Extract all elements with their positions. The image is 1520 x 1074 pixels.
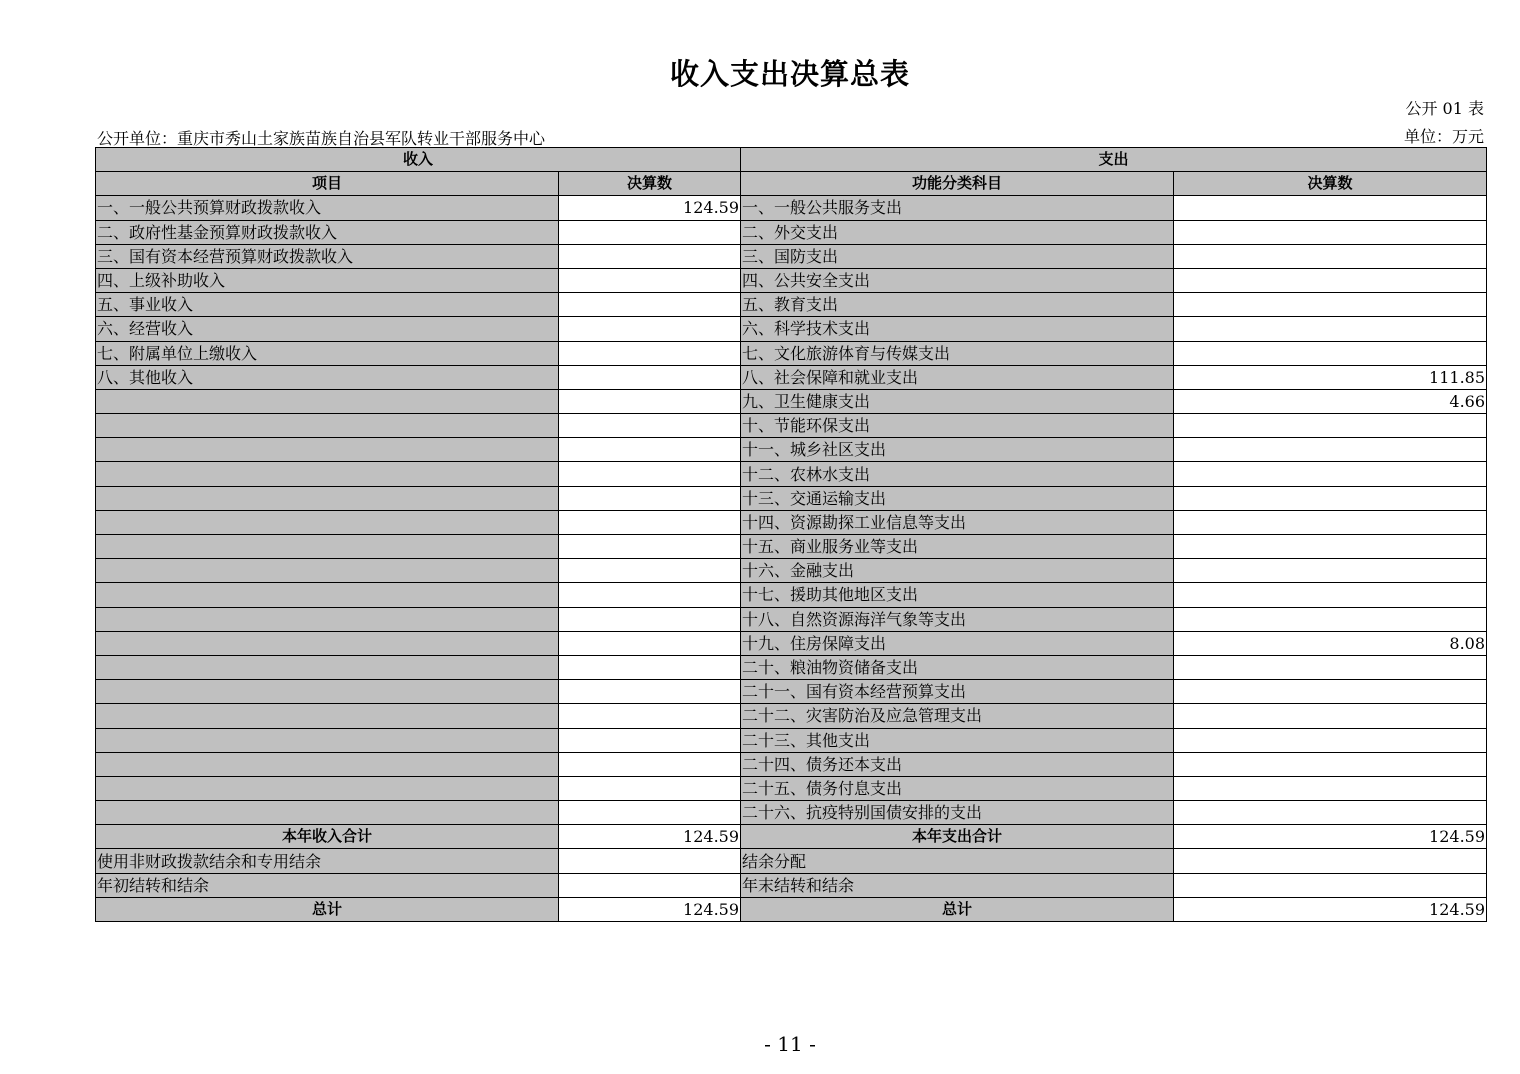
income-amount-cell xyxy=(559,680,741,704)
expense-item-cell: 三、国防支出 xyxy=(741,244,1174,268)
year-expense-total-amount: 124.59 xyxy=(1174,825,1487,849)
expense-amount-cell xyxy=(1174,196,1487,220)
expense-amount-cell xyxy=(1174,268,1487,292)
income-item-cell: 二、政府性基金预算财政拨款收入 xyxy=(96,220,559,244)
income-item-cell xyxy=(96,438,559,462)
expense-amount-cell xyxy=(1174,776,1487,800)
income-item-cell xyxy=(96,776,559,800)
item-column-header: 项目 xyxy=(96,172,559,196)
income-amount-cell xyxy=(559,728,741,752)
function-category-column-header: 功能分类科目 xyxy=(741,172,1174,196)
income-item-cell xyxy=(96,559,559,583)
income-item-cell xyxy=(96,486,559,510)
expense-amount-cell xyxy=(1174,535,1487,559)
income-amount-cell xyxy=(559,389,741,413)
expense-item-cell: 二十六、抗疫特别国债安排的支出 xyxy=(741,801,1174,825)
income-item-cell: 四、上级补助收入 xyxy=(96,268,559,292)
expense-amount-cell xyxy=(1174,752,1487,776)
table-row xyxy=(96,389,1487,413)
table-row xyxy=(96,414,1487,438)
expense-amount-cell xyxy=(1174,583,1487,607)
expense-item-cell: 结余分配 xyxy=(741,849,1174,873)
expense-item-cell: 八、社会保障和就业支出 xyxy=(741,365,1174,389)
expense-amount-cell: 111.85 xyxy=(1174,365,1487,389)
table-row xyxy=(96,559,1487,583)
expense-item-cell: 四、公共安全支出 xyxy=(741,268,1174,292)
income-amount-cell xyxy=(559,801,741,825)
income-item-cell xyxy=(96,631,559,655)
income-item-cell xyxy=(96,680,559,704)
expense-amount-cell xyxy=(1174,704,1487,728)
column-header-row xyxy=(96,172,1487,196)
income-amount-column-header: 决算数 xyxy=(559,172,741,196)
income-item-cell xyxy=(96,704,559,728)
income-item-cell: 八、其他收入 xyxy=(96,365,559,389)
income-amount-cell xyxy=(559,244,741,268)
year-expense-total-label: 本年支出合计 xyxy=(741,825,1174,849)
table-row xyxy=(96,438,1487,462)
grand-expense-total-label: 总计 xyxy=(741,897,1174,921)
income-item-cell xyxy=(96,389,559,413)
income-item-cell xyxy=(96,510,559,534)
income-amount-cell xyxy=(559,293,741,317)
income-amount-cell xyxy=(559,462,741,486)
expense-item-cell: 二十、粮油物资储备支出 xyxy=(741,655,1174,679)
table-row xyxy=(96,752,1487,776)
income-amount-cell xyxy=(559,655,741,679)
income-item-cell: 使用非财政拨款结余和专用结余 xyxy=(96,849,559,873)
expense-item-cell: 五、教育支出 xyxy=(741,293,1174,317)
expense-amount-column-header: 决算数 xyxy=(1174,172,1487,196)
income-item-cell: 六、经营收入 xyxy=(96,317,559,341)
table-row xyxy=(96,631,1487,655)
expense-item-cell: 十三、交通运输支出 xyxy=(741,486,1174,510)
expense-amount-cell xyxy=(1174,559,1487,583)
income-amount-cell xyxy=(559,268,741,292)
expense-item-cell: 二十一、国有资本经营预算支出 xyxy=(741,680,1174,704)
expense-item-cell: 十四、资源勘探工业信息等支出 xyxy=(741,510,1174,534)
income-amount-cell xyxy=(559,438,741,462)
expense-item-cell: 二、外交支出 xyxy=(741,220,1174,244)
expense-section-header: 支出 xyxy=(741,148,1487,172)
expense-amount-cell xyxy=(1174,462,1487,486)
income-item-cell xyxy=(96,728,559,752)
income-amount-cell xyxy=(559,752,741,776)
expense-amount-cell xyxy=(1174,244,1487,268)
table-row xyxy=(96,728,1487,752)
income-section-header: 收入 xyxy=(96,148,741,172)
income-item-cell xyxy=(96,535,559,559)
balance-row xyxy=(96,873,1487,897)
year-total-row xyxy=(96,825,1487,849)
table-row xyxy=(96,341,1487,365)
table-row xyxy=(96,196,1487,220)
income-amount-cell xyxy=(559,631,741,655)
table-row xyxy=(96,220,1487,244)
expense-item-cell: 二十三、其他支出 xyxy=(741,728,1174,752)
income-item-cell xyxy=(96,414,559,438)
income-amount-cell xyxy=(559,341,741,365)
expense-amount-cell xyxy=(1174,486,1487,510)
expense-amount-cell xyxy=(1174,873,1487,897)
expense-amount-cell xyxy=(1174,801,1487,825)
expense-item-cell: 一、一般公共服务支出 xyxy=(741,196,1174,220)
publishing-unit: 公开单位：重庆市秀山土家族苗族自治县军队转业干部服务中心 xyxy=(97,129,546,148)
expense-item-cell: 七、文化旅游体育与传媒支出 xyxy=(741,341,1174,365)
grand-expense-total-amount: 124.59 xyxy=(1174,897,1487,921)
table-row xyxy=(96,510,1487,534)
income-amount-cell xyxy=(559,414,741,438)
table-row xyxy=(96,462,1487,486)
expense-item-cell: 十五、商业服务业等支出 xyxy=(741,535,1174,559)
expense-amount-cell xyxy=(1174,293,1487,317)
income-amount-cell xyxy=(559,583,741,607)
expense-amount-cell xyxy=(1174,655,1487,679)
expense-amount-cell: 8.08 xyxy=(1174,631,1487,655)
expense-item-cell: 十二、农林水支出 xyxy=(741,462,1174,486)
income-amount-cell xyxy=(559,317,741,341)
income-expense-table xyxy=(95,147,1487,922)
table-row xyxy=(96,268,1487,292)
table-row xyxy=(96,776,1487,800)
income-item-cell xyxy=(96,655,559,679)
expense-amount-cell xyxy=(1174,510,1487,534)
income-item-cell: 年初结转和结余 xyxy=(96,873,559,897)
expense-amount-cell xyxy=(1174,849,1487,873)
income-amount-cell xyxy=(559,365,741,389)
table-row xyxy=(96,680,1487,704)
income-amount-cell xyxy=(559,510,741,534)
income-item-cell xyxy=(96,583,559,607)
income-item-cell xyxy=(96,752,559,776)
table-row xyxy=(96,704,1487,728)
income-item-cell: 五、事业收入 xyxy=(96,293,559,317)
expense-amount-cell xyxy=(1174,414,1487,438)
unit-label: 单位：万元 xyxy=(1403,127,1484,146)
table-row xyxy=(96,607,1487,631)
income-item-cell xyxy=(96,607,559,631)
income-amount-cell xyxy=(559,559,741,583)
expense-item-cell: 十七、援助其他地区支出 xyxy=(741,583,1174,607)
table-row xyxy=(96,365,1487,389)
table-row xyxy=(96,244,1487,268)
income-amount-cell xyxy=(559,873,741,897)
balance-row xyxy=(96,849,1487,873)
expense-amount-cell xyxy=(1174,728,1487,752)
expense-item-cell: 十九、住房保障支出 xyxy=(741,631,1174,655)
income-amount-cell xyxy=(559,607,741,631)
income-item-cell: 一、一般公共预算财政拨款收入 xyxy=(96,196,559,220)
year-income-total-label: 本年收入合计 xyxy=(96,825,559,849)
income-amount-cell xyxy=(559,535,741,559)
table-row xyxy=(96,317,1487,341)
table-row xyxy=(96,535,1487,559)
table-row xyxy=(96,583,1487,607)
expense-item-cell: 六、科学技术支出 xyxy=(741,317,1174,341)
expense-amount-cell xyxy=(1174,341,1487,365)
expense-amount-cell xyxy=(1174,607,1487,631)
expense-item-cell: 十六、金融支出 xyxy=(741,559,1174,583)
expense-amount-cell xyxy=(1174,438,1487,462)
section-header-row xyxy=(96,148,1487,172)
income-item-cell: 七、附属单位上缴收入 xyxy=(96,341,559,365)
expense-item-cell: 十八、自然资源海洋气象等支出 xyxy=(741,607,1174,631)
income-amount-cell xyxy=(559,776,741,800)
income-amount-cell xyxy=(559,486,741,510)
expense-amount-cell: 4.66 xyxy=(1174,389,1487,413)
grand-total-row xyxy=(96,897,1487,921)
grand-income-total-label: 总计 xyxy=(96,897,559,921)
table-body xyxy=(96,148,1487,922)
income-amount-cell xyxy=(559,704,741,728)
income-amount-cell xyxy=(559,849,741,873)
expense-item-cell: 二十二、灾害防治及应急管理支出 xyxy=(741,704,1174,728)
expense-amount-cell xyxy=(1174,317,1487,341)
table-row xyxy=(96,655,1487,679)
income-amount-cell xyxy=(559,220,741,244)
page-title: 收入支出决算总表 xyxy=(669,57,910,91)
income-item-cell xyxy=(96,801,559,825)
expense-amount-cell xyxy=(1174,220,1487,244)
income-amount-cell: 124.59 xyxy=(559,196,741,220)
grand-income-total-amount: 124.59 xyxy=(559,897,741,921)
page-number: - 11 - xyxy=(764,1032,816,1056)
expense-amount-cell xyxy=(1174,680,1487,704)
income-item-cell xyxy=(96,462,559,486)
expense-item-cell: 二十五、债务付息支出 xyxy=(741,776,1174,800)
year-income-total-amount: 124.59 xyxy=(559,825,741,849)
table-row xyxy=(96,293,1487,317)
expense-item-cell: 年末结转和结余 xyxy=(741,873,1174,897)
table-row xyxy=(96,801,1487,825)
expense-item-cell: 十一、城乡社区支出 xyxy=(741,438,1174,462)
table-row xyxy=(96,486,1487,510)
expense-item-cell: 二十四、债务还本支出 xyxy=(741,752,1174,776)
expense-item-cell: 九、卫生健康支出 xyxy=(741,389,1174,413)
income-item-cell: 三、国有资本经营预算财政拨款收入 xyxy=(96,244,559,268)
form-number: 公开 01 表 xyxy=(1405,99,1484,118)
expense-item-cell: 十、节能环保支出 xyxy=(741,414,1174,438)
